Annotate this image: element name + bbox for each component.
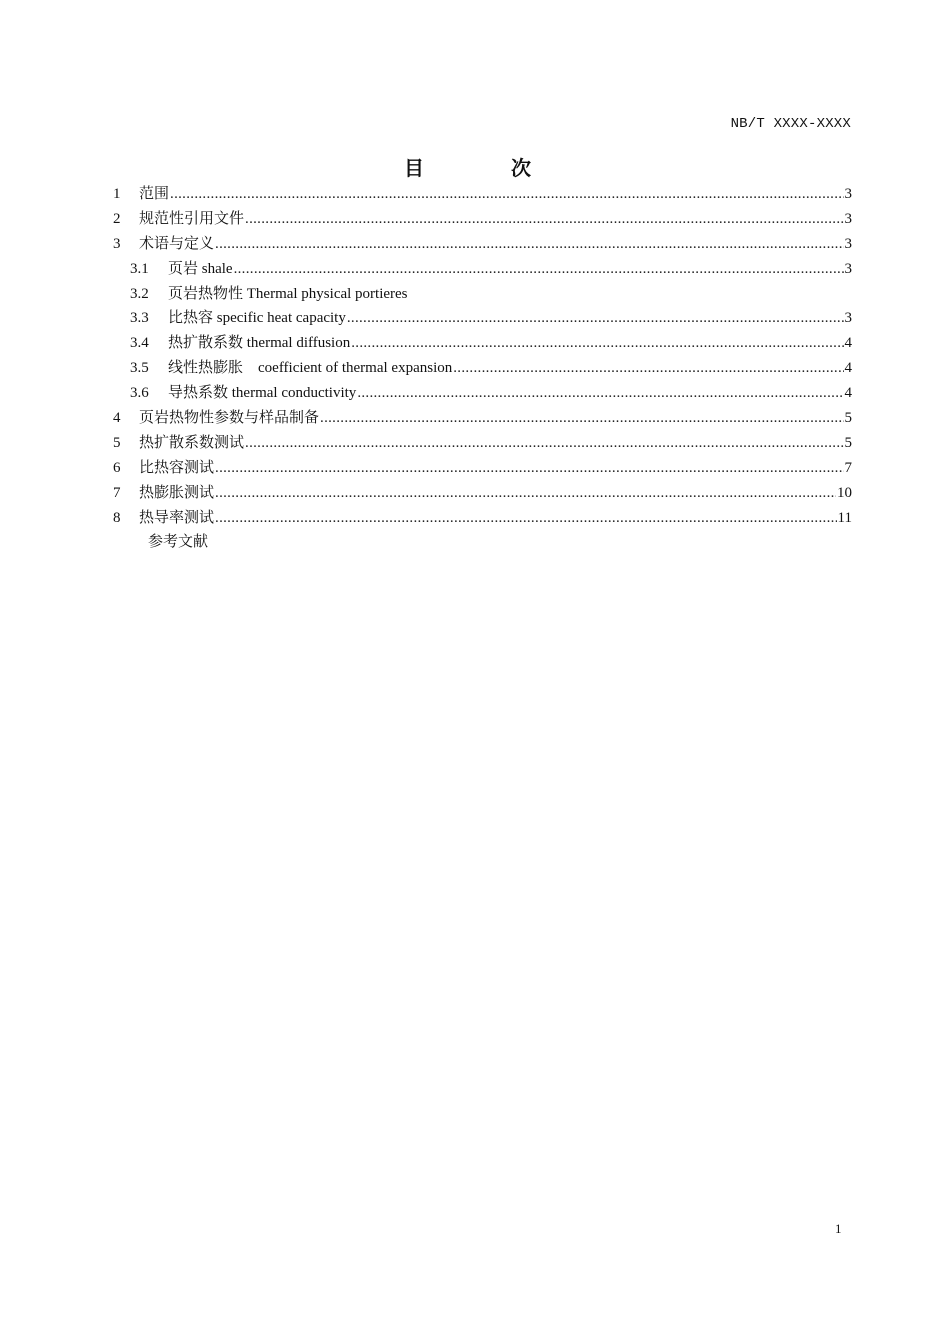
toc-entry-number: 2	[113, 210, 121, 227]
toc-entry[interactable]	[113, 232, 852, 257]
references-title: 参考文献	[148, 534, 209, 551]
toc-entry-number: 7	[113, 484, 121, 501]
toc-references-entry[interactable]	[113, 530, 852, 555]
toc-entry-number: 6	[113, 459, 121, 476]
toc-entry-page: 4	[844, 335, 852, 352]
dot-leader	[234, 257, 844, 282]
toc-entry-title: 热导率测试	[139, 509, 215, 526]
toc-entry[interactable]	[113, 207, 852, 232]
dot-leader	[347, 306, 844, 331]
toc-entry-page: 5	[844, 410, 852, 427]
toc-entry-title: 热膨胀测试	[139, 484, 215, 501]
toc-entry-page: 10	[837, 484, 852, 501]
toc-entry-title: 比热容测试	[139, 459, 215, 476]
dot-leader	[320, 406, 843, 431]
toc-entry-title: 范围	[139, 186, 170, 202]
toc-entry-title: 页岩 shale	[168, 260, 233, 277]
toc-entry-number: 4	[113, 410, 121, 427]
toc-entry-number: 3.2	[130, 285, 149, 302]
toc-entry-title: 线性热膨胀 coefficient of thermal expansion	[168, 360, 453, 377]
toc-entry-page: 3	[844, 310, 852, 327]
toc-entry-link[interactable]	[130, 282, 408, 307]
dot-leader	[215, 481, 836, 506]
toc-entry-number: 1	[113, 186, 121, 202]
toc-entry[interactable]	[113, 481, 852, 506]
toc-entry-page: 11	[837, 509, 852, 526]
dot-leader	[453, 356, 843, 381]
dot-leader	[245, 207, 843, 232]
toc-subentry[interactable]	[113, 381, 852, 406]
dot-leader	[215, 232, 843, 257]
toc-entry[interactable]	[113, 406, 852, 431]
toc-entry-number: 3.3	[130, 310, 149, 327]
dot-leader	[215, 456, 843, 481]
toc-entry[interactable]	[113, 506, 852, 531]
toc-entry-title: 页岩热物性 Thermal physical portieres	[168, 285, 408, 302]
toc-entry-number: 3.5	[130, 360, 149, 377]
dot-leader	[351, 331, 843, 356]
toc-entry-page: 7	[844, 459, 852, 476]
toc-entry-page: 3	[844, 235, 852, 252]
toc-subentry[interactable]	[113, 356, 852, 381]
toc-entry[interactable]	[113, 182, 852, 207]
toc-subentry[interactable]	[113, 257, 852, 282]
dot-leader	[357, 381, 843, 406]
toc-entry-number: 5	[113, 434, 121, 451]
toc-entry-title: 导热系数 thermal conductivity	[168, 385, 357, 402]
toc-entry-title: 规范性引用文件	[139, 210, 245, 227]
toc-entry[interactable]	[113, 431, 852, 456]
toc-entry-number: 3.4	[130, 335, 149, 352]
toc-entry-number: 8	[113, 509, 121, 526]
dot-leader	[215, 506, 837, 531]
toc-entry-page: 3	[844, 210, 852, 227]
toc-entry[interactable]	[113, 456, 852, 481]
toc-entry-title: 比热容 specific heat capacity	[168, 310, 346, 327]
dot-leader	[245, 431, 843, 456]
toc-subentry[interactable]	[113, 306, 852, 331]
toc-entry-title: 术语与定义	[139, 235, 215, 252]
toc-entry-number: 3	[113, 235, 121, 252]
toc-entry-page: 3	[844, 260, 852, 277]
toc-entry-title: 热扩散系数测试	[139, 434, 245, 451]
toc-subentry[interactable]	[113, 282, 852, 307]
toc-subentry[interactable]	[113, 331, 852, 356]
table-of-contents	[113, 182, 852, 555]
toc-entry-number: 3.6	[130, 385, 149, 402]
page-number: 1	[835, 1221, 842, 1236]
toc-entry-number: 3.1	[130, 260, 149, 277]
toc-entry-title: 页岩热物性参数与样品制备	[139, 410, 320, 427]
toc-entry-page: 4	[844, 385, 852, 402]
toc-entry-page: 5	[844, 434, 852, 451]
toc-title: 目 次	[404, 156, 571, 180]
dot-leader	[170, 182, 843, 207]
toc-entry-title: 热扩散系数 thermal diffusion	[168, 335, 351, 352]
document-code: NB/T XXXX-XXXX	[730, 116, 851, 132]
toc-entry-page: 3	[844, 186, 852, 202]
toc-entry-page: 4	[844, 360, 852, 377]
